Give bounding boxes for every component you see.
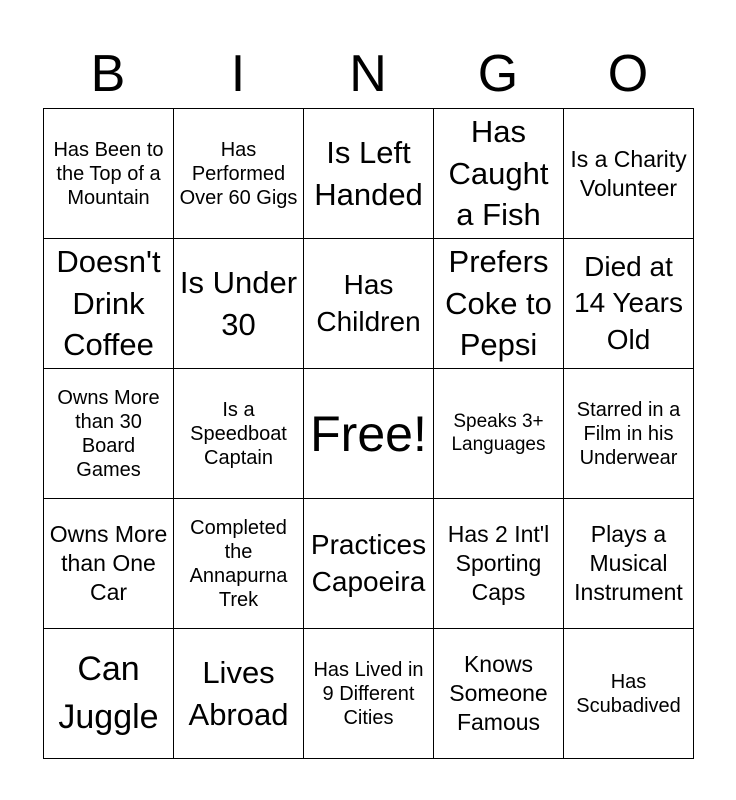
grid-row	[44, 369, 694, 499]
free-space-cell[interactable]: Free!	[304, 369, 434, 499]
bingo-cell[interactable]: Owns More than One Car	[44, 499, 174, 629]
grid-row	[44, 629, 694, 759]
bingo-cell[interactable]: Can Juggle	[44, 629, 174, 759]
bingo-grid	[43, 108, 694, 759]
bingo-cell[interactable]: Practices Capoeira	[304, 499, 434, 629]
grid-row	[44, 109, 694, 239]
bingo-cell[interactable]: Died at 14 Years Old	[564, 239, 694, 369]
bingo-cell[interactable]: Has Caught a Fish	[434, 109, 564, 239]
bingo-cell[interactable]: Has Scubadived	[564, 629, 694, 759]
bingo-cell[interactable]: Has Been to the Top of a Mountain	[44, 109, 174, 239]
bingo-cell[interactable]: Is Under 30	[174, 239, 304, 369]
bingo-header	[43, 40, 693, 108]
grid-row	[44, 499, 694, 629]
bingo-cell[interactable]: Lives Abroad	[174, 629, 304, 759]
bingo-cell[interactable]: Completed the Annapurna Trek	[174, 499, 304, 629]
header-letter-i: I	[230, 45, 246, 103]
bingo-cell[interactable]: Is a Charity Volunteer	[564, 109, 694, 239]
bingo-cell[interactable]: Has Performed Over 60 Gigs	[174, 109, 304, 239]
bingo-cell[interactable]: Knows Someone Famous	[434, 629, 564, 759]
bingo-cell[interactable]: Plays a Musical Instrument	[564, 499, 694, 629]
bingo-cell[interactable]: Is Left Handed	[304, 109, 434, 239]
grid-row	[44, 239, 694, 369]
bingo-cell[interactable]: Owns More than 30 Board Games	[44, 369, 174, 499]
bingo-cell[interactable]: Has Children	[304, 239, 434, 369]
bingo-cell[interactable]: Prefers Coke to Pepsi	[434, 239, 564, 369]
bingo-cell[interactable]: Starred in a Film in his Underwear	[564, 369, 694, 499]
header-letter-g: G	[477, 45, 519, 103]
header-letter-o: O	[607, 45, 649, 103]
header-letter-n: N	[349, 45, 387, 103]
bingo-cell[interactable]: Doesn't Drink Coffee	[44, 239, 174, 369]
bingo-cell[interactable]: Is a Speedboat Captain	[174, 369, 304, 499]
bingo-cell[interactable]: Speaks 3+ Languages	[434, 369, 564, 499]
bingo-cell[interactable]: Has 2 Int'l Sporting Caps	[434, 499, 564, 629]
header-letter-b: B	[90, 45, 126, 103]
bingo-cell[interactable]: Has Lived in 9 Different Cities	[304, 629, 434, 759]
